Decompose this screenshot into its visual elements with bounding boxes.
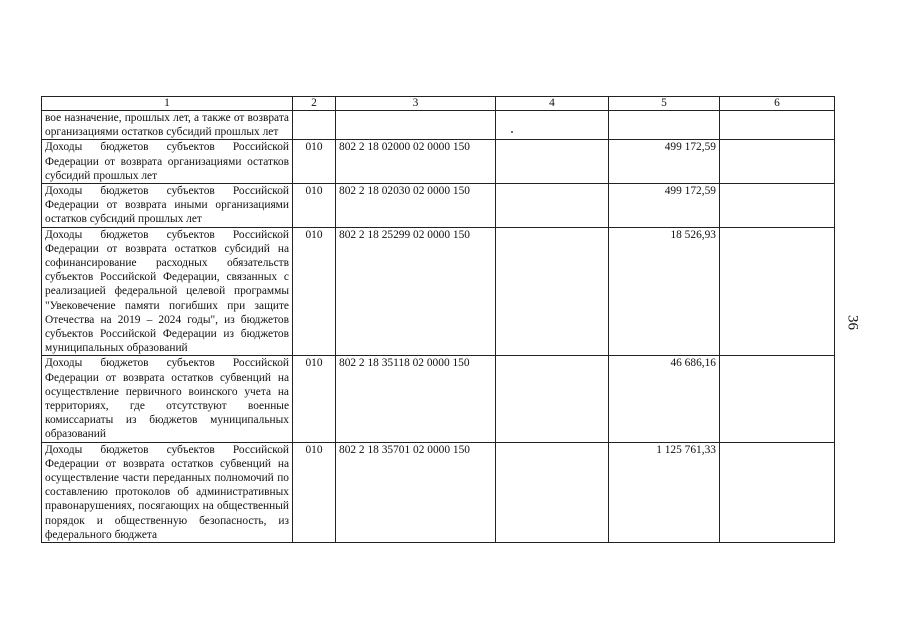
column-header-6: 6 [720, 97, 835, 111]
column-header-5: 5 [609, 97, 720, 111]
table-row [42, 356, 835, 442]
column-header-2: 2 [293, 97, 336, 111]
row-budget-code: 802 2 18 35701 02 0000 150 [336, 442, 496, 542]
table-row [42, 442, 835, 542]
row-col6 [720, 140, 835, 184]
table-row [42, 184, 835, 228]
row-description: Доходы бюджетов субъектов Российской Федерации от возврата организациями остатков субсидий прошлых лет [42, 140, 293, 184]
row-col6 [720, 356, 835, 442]
row-code: 010 [293, 227, 336, 356]
column-header-3: 3 [336, 97, 496, 111]
row-description: Доходы бюджетов субъектов Российской Федерации от возврата остатков субвенций на осуществление первичного воинского учета на территориях, где отсутствуют военные комиссариаты из бюджетов муниципальных образований [42, 356, 293, 442]
row-description: Доходы бюджетов субъектов Российской Федерации от возврата остатков субсидий на софинансирование расходных обязательств субъектов Российской Федерации, связанных с реализацией федеральной целевой программы "Увековечение памяти погибших при защите Отечества на 2019 – 2024 годы", из бюджетов субъектов Российской Федерации из бюджетов муниципальных образований [42, 227, 293, 356]
row-col4 [496, 140, 609, 184]
row-amount: 46 686,16 [609, 356, 720, 442]
budget-revenue-table [41, 96, 835, 543]
row-col4 [496, 227, 609, 356]
column-header-4: 4 [496, 97, 609, 111]
table-row [42, 140, 835, 184]
page-number: 36 [844, 315, 861, 330]
row-col4 [496, 356, 609, 442]
row-code [293, 111, 336, 140]
row-description: вое назначение, прошлых лет, а также от возврата организациями остатков субсидий прошлых лет [42, 111, 293, 140]
row-col4 [496, 111, 609, 140]
row-budget-code: 802 2 18 02030 02 0000 150 [336, 184, 496, 228]
table-row [42, 111, 835, 140]
row-code: 010 [293, 442, 336, 542]
row-budget-code: 802 2 18 02000 02 0000 150 [336, 140, 496, 184]
row-amount: 18 526,93 [609, 227, 720, 356]
row-col4 [496, 184, 609, 228]
row-budget-code: 802 2 18 35118 02 0000 150 [336, 356, 496, 442]
row-description: Доходы бюджетов субъектов Российской Федерации от возврата иными организациями остатков субсидий прошлых лет [42, 184, 293, 228]
row-col6 [720, 184, 835, 228]
row-amount: 1 125 761,33 [609, 442, 720, 542]
row-code: 010 [293, 356, 336, 442]
row-description: Доходы бюджетов субъектов Российской Федерации от возврата остатков субвенций на осуществление части переданных полномочий по составлению протоколов об административных правонарушениях, посягающих на общественный порядок и общественную безопасность, из федерального бюджета [42, 442, 293, 542]
row-col4 [496, 442, 609, 542]
row-budget-code [336, 111, 496, 140]
row-col6 [720, 227, 835, 356]
row-amount [609, 111, 720, 140]
row-budget-code: 802 2 18 25299 02 0000 150 [336, 227, 496, 356]
column-header-1: 1 [42, 97, 293, 111]
table-row [42, 227, 835, 356]
row-amount: 499 172,59 [609, 140, 720, 184]
row-code: 010 [293, 140, 336, 184]
row-amount: 499 172,59 [609, 184, 720, 228]
row-col6 [720, 442, 835, 542]
column-number-row [42, 97, 835, 111]
row-code: 010 [293, 184, 336, 228]
row-col6 [720, 111, 835, 140]
